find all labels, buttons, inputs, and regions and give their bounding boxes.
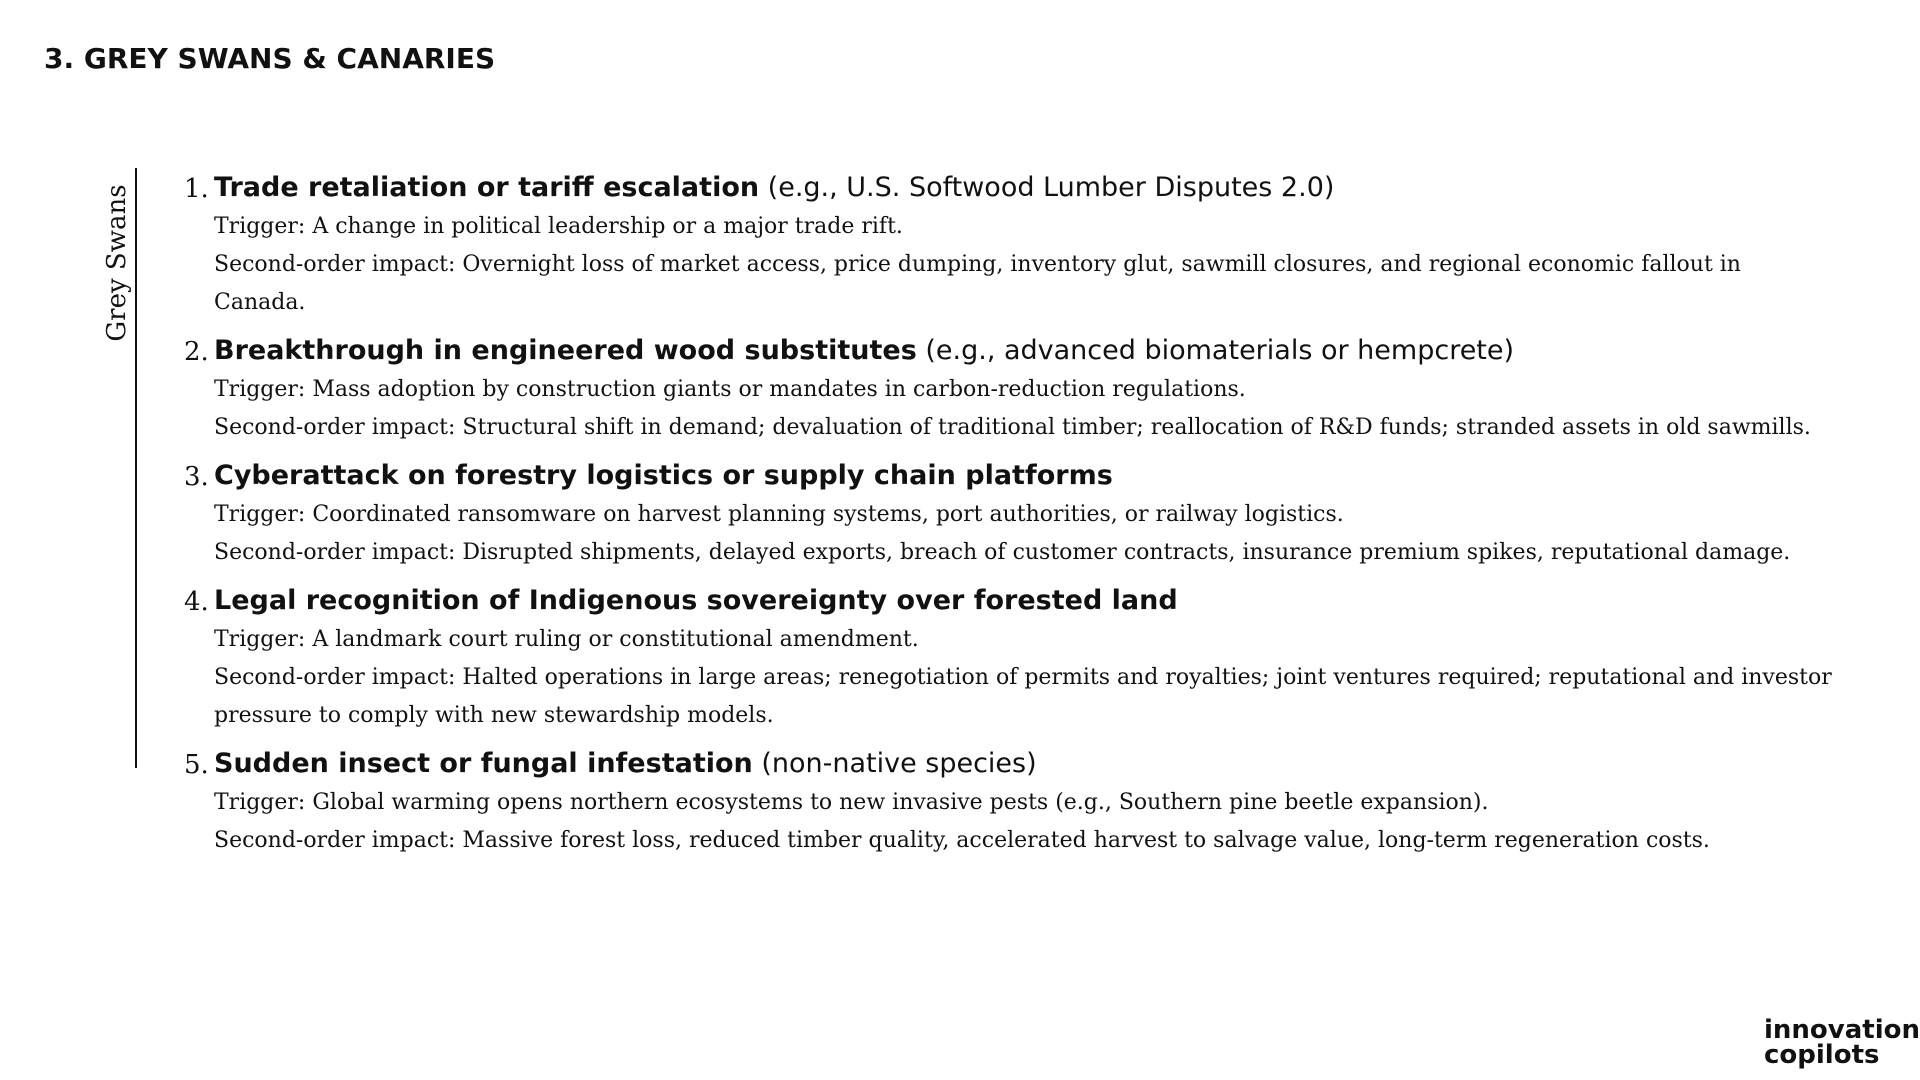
item-note: (e.g., advanced biomaterials or hempcrete) (916, 335, 1515, 366)
item-heading (214, 331, 1834, 371)
item-heading (214, 744, 1834, 784)
item-number: 5. (184, 750, 209, 780)
item-trigger: Trigger: A landmark court ruling or constitutional amendment. (214, 627, 919, 652)
item-impact: Second-order impact: Overnight loss of market access, price dumping, inventory glut, sawmill closures, and regional economic fallout in Canada. (214, 252, 1741, 315)
item-trigger: Trigger: A change in political leadership or a major trade rift. (214, 214, 903, 239)
item-title: Legal recognition of Indigenous sovereignty over forested land (214, 585, 1178, 616)
item-heading (214, 168, 1834, 208)
item-heading (214, 456, 1834, 496)
item-title: Trade retaliation or tariff escalation (214, 172, 760, 203)
logo-line-1: innovation (1764, 1015, 1920, 1045)
list-item (184, 456, 1834, 572)
side-label: Grey Swans (102, 184, 132, 342)
item-trigger: Trigger: Coordinated ransomware on harvest planning systems, port authorities, or railway logistics. (214, 502, 1344, 527)
item-note: (non-native species) (752, 748, 1037, 779)
item-impact: Second-order impact: Halted operations in large areas; renegotiation of permits and royalties; joint ventures required; reputational and investor pressure to comply with new stewardship models. (214, 665, 1832, 728)
item-number: 4. (184, 587, 209, 617)
list-item (184, 168, 1834, 322)
item-number: 3. (184, 462, 209, 492)
list-item (184, 744, 1834, 860)
list-item (184, 331, 1834, 447)
logo-line-2: copilots (1764, 1040, 1880, 1070)
item-impact: Second-order impact: Massive forest loss, reduced timber quality, accelerated harvest to salvage value, long-term regeneration costs. (214, 828, 1710, 853)
item-title: Breakthrough in engineered wood substitutes (214, 335, 917, 366)
list-item (184, 581, 1834, 735)
item-title: Sudden insect or fungal infestation (214, 748, 753, 779)
item-impact: Second-order impact: Disrupted shipments, delayed exports, breach of customer contracts, insurance premium spikes, reputational damage. (214, 540, 1791, 565)
item-heading (214, 581, 1834, 621)
innovation-copilots-logo (1764, 1015, 1920, 1070)
item-number: 1. (184, 174, 209, 204)
item-trigger: Trigger: Global warming opens northern ecosystems to new invasive pests (e.g., Southern pine beetle expansion). (214, 790, 1489, 815)
item-note: (e.g., U.S. Softwood Lumber Disputes 2.0) (759, 172, 1335, 203)
page-title: 3. GREY SWANS & CANARIES (44, 42, 496, 75)
item-title: Cyberattack on forestry logistics or supply chain platforms (214, 460, 1113, 491)
grey-swans-list (184, 168, 1834, 869)
side-divider (135, 168, 137, 768)
item-number: 2. (184, 337, 209, 367)
item-impact: Second-order impact: Structural shift in demand; devaluation of traditional timber; reallocation of R&D funds; stranded assets in old sawmills. (214, 415, 1811, 440)
item-trigger: Trigger: Mass adoption by construction giants or mandates in carbon-reduction regulations. (214, 377, 1246, 402)
